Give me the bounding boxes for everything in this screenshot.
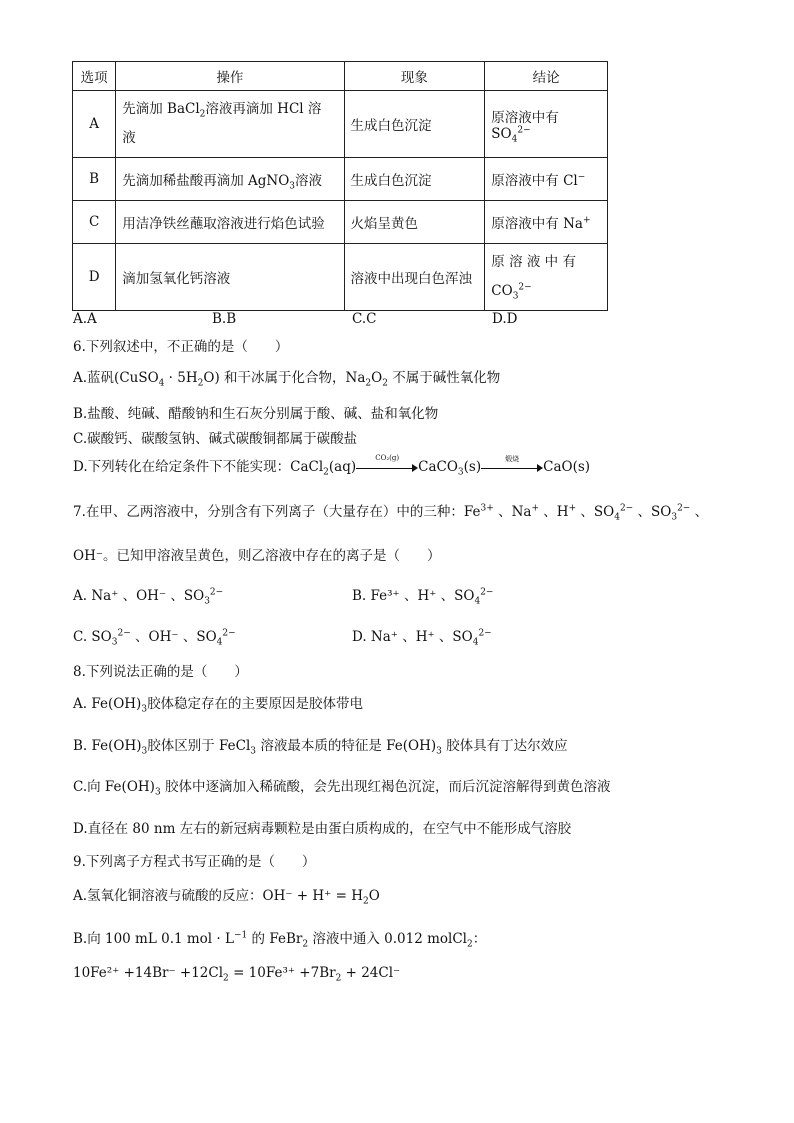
conclusion-cell: 原溶液中有 Cl− bbox=[485, 158, 608, 201]
table-row bbox=[73, 91, 608, 158]
q9-stem: 9.下列离子方程式书写正确的是（ ） bbox=[73, 854, 316, 870]
reaction-arrow-icon: CO₂(g) bbox=[356, 463, 418, 473]
phenomenon-cell: 生成白色沉淀 bbox=[344, 91, 485, 158]
phenomenon-cell: 火焰呈黄色 bbox=[344, 201, 485, 244]
conclusion-cell: 原 溶 液 中 有 $CO_3^{2-}$ bbox=[485, 244, 608, 311]
q7-option-d: D. Na⁺ 、H⁺ 、$SO_4^{2-}$ bbox=[352, 628, 492, 648]
q9-option-a: A.氢氧化铜溶液与硫酸的反应：$OH^- + H^+ = H_2O$ bbox=[73, 888, 380, 907]
table-row bbox=[73, 244, 608, 311]
phenomenon-cell: 溶液中出现白色浑浊 bbox=[344, 244, 485, 311]
operation-cell: 用洁净铁丝蘸取溶液进行焰色试验 bbox=[116, 201, 344, 244]
header-option: 选项 bbox=[73, 62, 116, 91]
option-label: A bbox=[73, 91, 116, 158]
option-label: D bbox=[73, 244, 116, 311]
option-label: C bbox=[73, 201, 116, 244]
q8-option-d: D.直径在 80 nm 左右的新冠病毒颗粒是由蛋白质构成的，在空气中不能形成气溶胶 bbox=[73, 821, 572, 837]
q6-option-b: B.盐酸、纯碱、醋酸钠和生石灰分别属于酸、碱、盐和氧化物 bbox=[73, 406, 439, 422]
phenomenon-cell: 生成白色沉淀 bbox=[344, 158, 485, 201]
q7-option-a: A. Na⁺ 、OH⁻ 、$SO_3^{2-}$ bbox=[73, 587, 224, 607]
conclusion-cell: 原溶液中有 $SO_4^{2-}$ bbox=[485, 91, 608, 158]
q6-stem: 6.下列叙述中，不正确的是（ ） bbox=[73, 339, 289, 355]
operation-cell: 滴加氢氧化钙溶液 bbox=[116, 244, 344, 311]
q8-stem: 8.下列说法正确的是（ ） bbox=[73, 664, 248, 680]
table-row bbox=[73, 201, 608, 244]
header-operation: 操作 bbox=[116, 62, 344, 91]
operation-cell: 先滴加 BaCl$_2$溶液再滴加 HCl 溶 液 bbox=[116, 91, 344, 158]
reaction-arrow-icon: 煅烧 bbox=[481, 463, 543, 473]
q9-option-b-equation: $10Fe^{2+} +14Br^- +12Cl_2 = 10Fe^{3+} +7Br_2 + 24Cl^-$ bbox=[73, 965, 401, 984]
table-header-row bbox=[73, 62, 608, 91]
header-phenomenon: 现象 bbox=[344, 62, 485, 91]
q8-option-c: C.向 $Fe(OH)_3$ 胶体中逐滴加入稀硫酸，会先出现红褐色沉淀，而后沉淀溶解得到黄色溶液 bbox=[73, 779, 611, 798]
q5-choice-d: D.D bbox=[492, 311, 518, 327]
q6-option-c: C.碳酸钙、碳酸氢钠、碱式碳酸铜都属于碳酸盐 bbox=[73, 431, 358, 447]
q6-option-a: A.蓝矾(CuSO$_4$ · $5H_2O$) 和干冰属于化合物，$Na_2O_2$ 不属于碱性氧化物 bbox=[73, 370, 501, 389]
option-label: B bbox=[73, 158, 116, 201]
q7-stem: 7.在甲、乙两溶液中，分别含有下列离子（大量存在）中的三种：$Fe^{3+}$ 、Na+ 、H+ 、$SO_4^{2-}$ 、$SO_3^{2-}$ 、 bbox=[73, 503, 709, 523]
q5-choice-c: C.C bbox=[352, 311, 377, 327]
header-conclusion: 结论 bbox=[485, 62, 608, 91]
q7-stem-line2: OH⁻。已知甲溶液呈黄色，则乙溶液中存在的离子是（ ） bbox=[73, 548, 441, 564]
table-row bbox=[73, 158, 608, 201]
q6-option-d: D.下列转化在给定条件下不能实现：CaCl$_2$(aq) CO₂(g) CaCO$_3$(s) 煅烧 CaO(s) bbox=[73, 453, 591, 478]
q5-choice-b: B.B bbox=[212, 311, 237, 327]
q5-choice-a: A.A bbox=[73, 311, 97, 327]
conclusion-cell: 原溶液中有 Na+ bbox=[485, 201, 608, 244]
q7-option-c: C. $SO_3^{2-}$ 、OH⁻ 、$SO_4^{2-}$ bbox=[73, 628, 236, 648]
q8-option-b: B. $Fe(OH)_3$胶体区别于 FeCl$_3$ 溶液最本质的特征是 $Fe(OH)_3$ 胶体具有丁达尔效应 bbox=[73, 738, 568, 757]
options-table bbox=[72, 61, 608, 311]
operation-cell: 先滴加稀盐酸再滴加 AgNO$_3$溶液 bbox=[116, 158, 344, 201]
q9-option-b: B.向 100 mL 0.1 mol · $L^{-1}$ 的 FeBr$_2$ 溶液中通入 0.012 molCl$_2$： bbox=[73, 930, 487, 950]
q8-option-a: A. $Fe(OH)_3$胶体稳定存在的主要原因是胶体带电 bbox=[73, 696, 364, 715]
q7-option-b: B. Fe³⁺ 、H⁺ 、$SO_4^{2-}$ bbox=[352, 587, 494, 607]
